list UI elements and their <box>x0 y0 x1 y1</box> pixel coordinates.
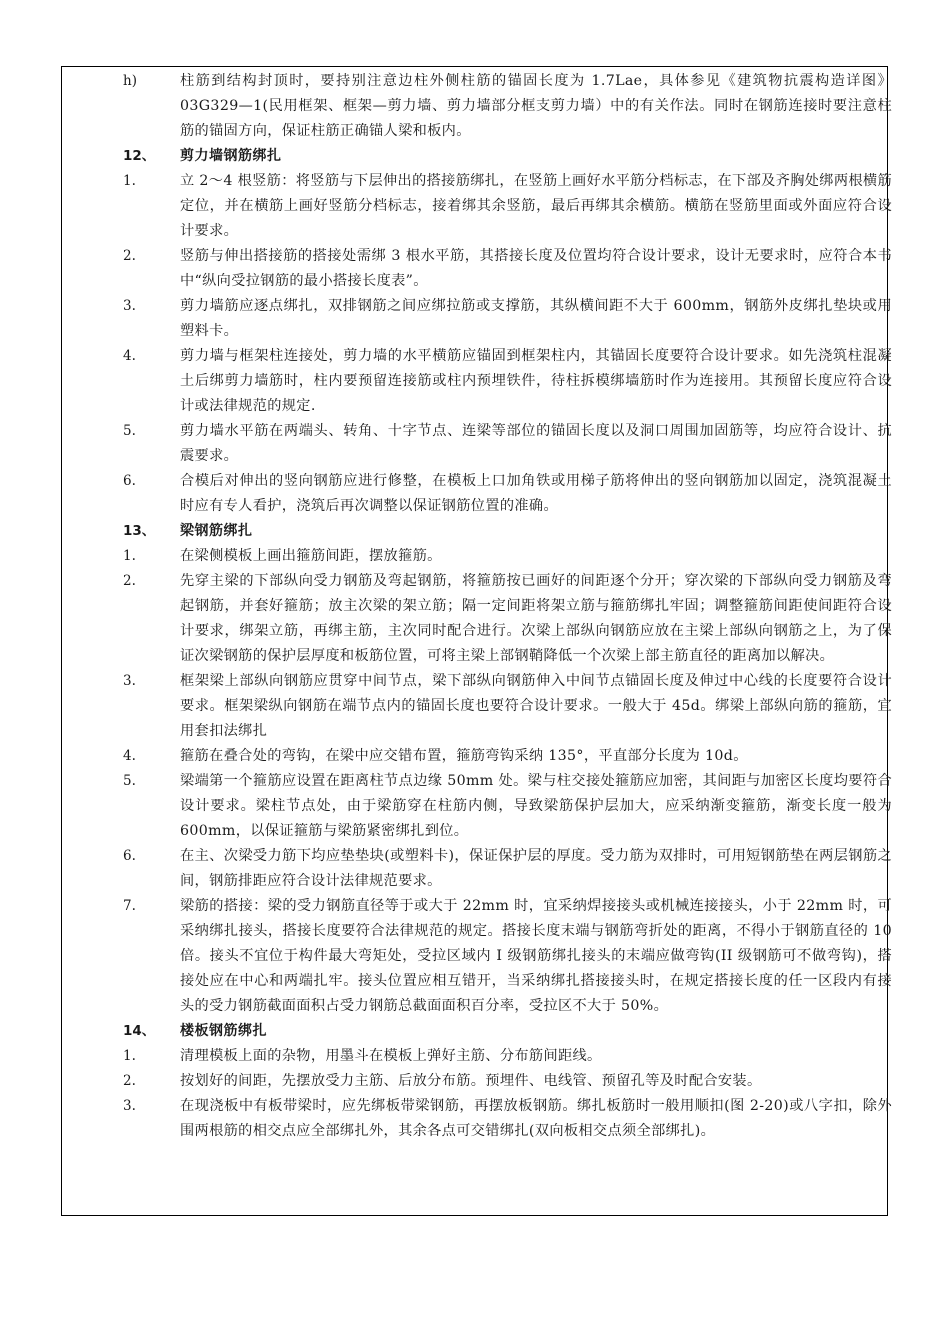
item-number: 3. <box>123 298 136 314</box>
list-item <box>62 569 892 669</box>
item-number: 2. <box>123 573 136 589</box>
item-number: 5. <box>123 773 136 789</box>
section-heading <box>62 144 887 169</box>
item-text: 竖筋与伸出搭接筋的搭接处需绑 3 根水平筋，其搭接长度及位置均符合设计要求，设计无要求时，应符合本书中“纵向受拉钢筋的最小搭接长度表”。 <box>180 248 892 289</box>
item-number: 3. <box>123 673 136 689</box>
item-number: 6. <box>123 473 136 489</box>
list-item <box>62 1069 887 1094</box>
section-heading <box>62 519 887 544</box>
item-text: 梁端第一个箍筋应设置在距离柱节点边缘 50mm 处。梁与柱交接处箍筋应加密，其间距与加密区长度均要符合设计要求。梁柱节点处，由于梁筋穿在柱筋内侧，导致梁筋保护层加大，应采纳渐变箍筋，渐变长度一般为 600mm，以保证箍筋与梁筋紧密绑扎到位。 <box>180 773 892 839</box>
item-number: 4. <box>123 348 136 364</box>
section-number: 14、 <box>123 1023 156 1039</box>
item-number: h) <box>123 73 137 89</box>
list-item <box>62 69 892 144</box>
list-item <box>62 294 892 344</box>
section-heading <box>62 1019 887 1044</box>
item-text: 按划好的间距，先摆放受力主筋、后放分布筋。预埋件、电线管、预留孔等及时配合安装。 <box>180 1073 762 1089</box>
list-item <box>62 244 892 294</box>
list-item <box>62 1044 887 1069</box>
item-number: 6. <box>123 848 136 864</box>
document-frame <box>61 66 892 1216</box>
item-number: 1. <box>123 1048 136 1064</box>
item-text: 清理模板上面的杂物，用墨斗在模板上弹好主筋、分布筋间距线。 <box>180 1048 602 1064</box>
item-number: 4. <box>123 748 136 764</box>
item-text: 合模后对伸出的竖向钢筋应进行修整，在模板上口加角铁或用梯子筋将伸出的竖向钢筋加以固定，浇筑混凝土时应有专人看护，浇筑后再次调整以保证钢筋位置的准确。 <box>180 473 892 514</box>
item-text: 在梁侧模板上画出箍筋间距，摆放箍筋。 <box>180 548 442 564</box>
item-text: 剪力墙与框架柱连接处，剪力墙的水平横筋应锚固到框架柱内，其锚固长度要符合设计要求。如先浇筑柱混凝土后绑剪力墙筋时，柱内要预留连接筋或柱内预埋铁件，待柱拆模绑墙筋时作为连接用。其预留长度应符合设计或法律规范的规定. <box>180 348 892 414</box>
list-item <box>62 669 892 744</box>
item-number: 5. <box>123 423 136 439</box>
list-item <box>62 769 892 844</box>
list-item <box>62 469 892 519</box>
list-item <box>62 419 892 469</box>
item-text: 立 2～4 根竖筋：将竖筋与下层伸出的搭接筋绑扎，在竖筋上画好水平筋分档标志，在下部及齐胸处绑两根横筋定位，并在横筋上画好竖筋分档标志，接着绑其余竖筋，最后再绑其余横筋。横筋在竖筋里面或外面应符合设计要求。 <box>180 173 892 239</box>
section-number: 13、 <box>123 523 156 539</box>
item-text: 在现浇板中有板带梁时，应先绑板带梁钢筋，再摆放板钢筋。绑扎板筋时一般用顺扣(图 2-20)或八字扣，除外围两根筋的相交点应全部绑扎外，其余各点可交错绑扎(双向板相交点须全部绑扎)。 <box>180 1098 892 1139</box>
item-text: 框架梁上部纵向钢筋应贯穿中间节点，梁下部纵向钢筋伸入中间节点锚固长度及伸过中心线的长度要符合设计要求。框架梁纵向钢筋在端节点内的锚固长度也要符合设计要求。一般大于 45d。绑梁上部纵向筋的箍筋，宜用套扣法绑扎 <box>180 673 892 739</box>
item-text: 箍筋在叠合处的弯钩，在梁中应交错布置，箍筋弯钩采纳 135°，平直部分长度为 10d。 <box>180 748 748 764</box>
item-text: 剪力墙筋应逐点绑扎，双排钢筋之间应绑拉筋或支撑筋，其纵横间距不大于 600mm，钢筋外皮绑扎垫块或用塑料卡。 <box>180 298 892 339</box>
item-number: 1. <box>123 173 136 189</box>
list-item <box>62 1094 892 1144</box>
section-title: 梁钢筋绑扎 <box>180 523 253 539</box>
list-item <box>62 344 892 419</box>
section-number: 12、 <box>123 148 156 164</box>
item-number: 2. <box>123 1073 136 1089</box>
item-number: 1. <box>123 548 136 564</box>
item-text: 先穿主梁的下部纵向受力钢筋及弯起钢筋，将箍筋按已画好的间距逐个分开；穿次梁的下部纵向受力钢筋及弯起钢筋，并套好箍筋；放主次梁的架立筋；隔一定间距将架立筋与箍筋绑扎牢固；调整箍筋间距使间距符合设计要求，绑架立筋，再绑主筋，主次同时配合进行。次梁上部纵向钢筋应放在主梁上部纵向钢筋之上，为了保证次梁钢筋的保护层厚度和板筋位置，可将主梁上部钢鞘降低一个次梁上部主筋直径的距离加以解决。 <box>180 573 892 664</box>
list-item <box>62 169 892 244</box>
item-text: 剪力墙水平筋在两端头、转角、十字节点、连梁等部位的锚固长度以及洞口周围加固筋等，均应符合设计、抗震要求。 <box>180 423 892 464</box>
section-title: 剪力墙钢筋绑扎 <box>180 148 282 164</box>
item-number: 3. <box>123 1098 136 1114</box>
item-number: 7. <box>123 898 136 914</box>
list-item <box>62 744 887 769</box>
list-item <box>62 894 892 1019</box>
item-text: 梁筋的搭接：梁的受力钢筋直径等于或大于 22mm 时，宜采纳焊接接头或机械连接接头，小于 22mm 时，可采纳绑扎接头，搭接长度要符合法律规范的规定。搭接长度末端与钢筋弯折处的距离，不得小于钢筋直径的 10 倍。接头不宜位于构件最大弯矩处，受拉区域内 I 级钢筋绑扎接头的末端应做弯钩(II 级钢筋可不做弯钩)，搭接处应在中心和两端扎牢。接头位置应相互错开，当采纳绑扎搭接接头时，在规定搭接长度的任一区段内有接头的受力钢筋截面面积占受力钢筋总截面面积百分率，受拉区不大于 50%。 <box>180 898 892 1014</box>
item-text: 柱筋到结构封顶时，要持别注意边柱外侧柱筋的锚固长度为 1.7Lae，具体参见《建筑物抗震构造详图》03G329—1(民用框架、框架—剪力墙、剪力墙部分框支剪力墙）中的有关作法。同时在钢筋连接时要注意柱筋的锚固方向，保证柱筋正确锚人梁和板内。 <box>180 73 892 139</box>
item-text: 在主、次梁受力筋下均应垫垫块(或塑料卡)，保证保护层的厚度。受力筋为双排时，可用短钢筋垫在两层钢筋之间，钢筋排距应符合设计法律规范要求。 <box>180 848 892 889</box>
item-number: 2. <box>123 248 136 264</box>
section-title: 楼板钢筋绑扎 <box>180 1023 267 1039</box>
list-item <box>62 844 892 894</box>
list-item <box>62 544 887 569</box>
